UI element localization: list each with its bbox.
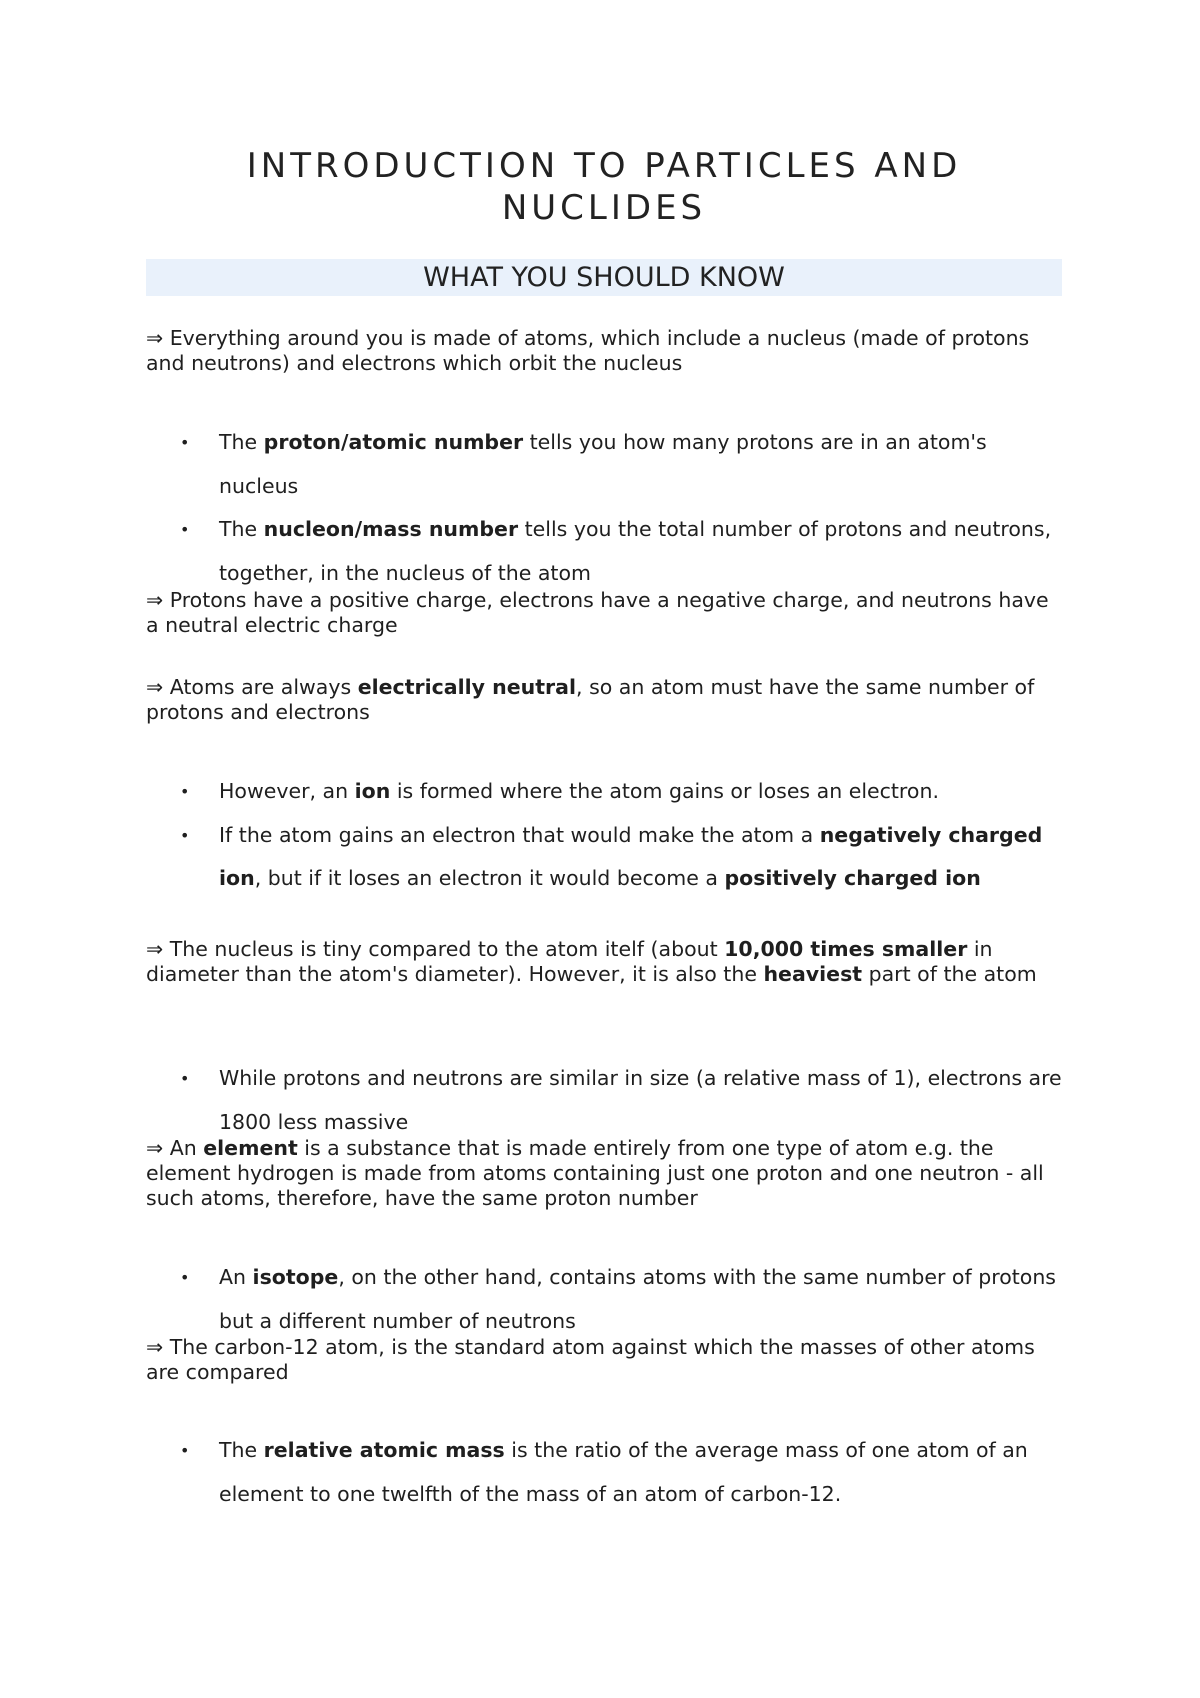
list-item: • However, an ion is formed where the atom gains or loses an electron. — [146, 770, 1062, 814]
bullet-icon: • — [180, 782, 190, 801]
arrow-icon: ⇒ — [146, 937, 164, 961]
arrow-icon: ⇒ — [146, 675, 164, 699]
bullet-icon: • — [180, 1069, 190, 1088]
arrow-icon: ⇒ — [146, 1335, 164, 1359]
arrow-icon: ⇒ — [146, 588, 164, 612]
list-item: • An isotope, on the other hand, contains atoms with the same number of protons but a different number of neutrons — [146, 1256, 1062, 1343]
paragraph-element: ⇒ An element is a substance that is made entirely from one type of atom e.g. the element hydrogen is made from atoms containing just one proton and one neutron - all such atoms, therefore, have the same proton number — [146, 1136, 1044, 1210]
arrow-icon: ⇒ — [146, 326, 164, 350]
bullet-list-relative-mass — [146, 1429, 1062, 1516]
bullet-icon: • — [180, 1441, 190, 1460]
bullet-list-mass — [146, 1057, 1062, 1144]
bullet-icon: • — [180, 520, 190, 539]
paragraph-neutral: ⇒ Atoms are always electrically neutral, so an atom must have the same number of protons and electrons — [146, 675, 1035, 724]
document-title — [146, 145, 1062, 229]
bullet-list-ions — [146, 770, 1062, 901]
list-item: • While protons and neutrons are similar in size (a relative mass of 1), electrons are 1800 less massive — [146, 1057, 1062, 1144]
paragraph-carbon: ⇒ The carbon-12 atom, is the standard atom against which the masses of other atoms are compared — [146, 1335, 1035, 1384]
bullet-list-isotope — [146, 1256, 1062, 1343]
section-heading: WHAT YOU SHOULD KNOW — [146, 259, 1062, 296]
paragraph-nucleus: ⇒ The nucleus is tiny compared to the atom itelf (about 10,000 times smaller in diameter than the atom's diameter). However, it is also the heaviest part of the atom — [146, 937, 1037, 986]
list-item: • The proton/atomic number tells you how many protons are in an atom's nucleus — [146, 421, 1062, 508]
bullet-list-numbers — [146, 421, 1062, 595]
list-item: • The nucleon/mass number tells you the total number of protons and neutrons, together, in the nucleus of the atom — [146, 508, 1062, 595]
bullet-icon: • — [180, 433, 190, 452]
bullet-icon: • — [180, 825, 190, 845]
paragraph-atoms: ⇒ Everything around you is made of atoms, which include a nucleus (made of protons and neutrons) and electrons which orbit the nucleus — [146, 326, 1030, 375]
paragraph-charges: ⇒ Protons have a positive charge, electrons have a negative charge, and neutrons have a neutral electric charge — [146, 588, 1049, 637]
list-item: • The relative atomic mass is the ratio of the average mass of one atom of an element to one twelfth of the mass of an atom of carbon-12. — [146, 1429, 1062, 1516]
bullet-icon: • — [180, 1268, 190, 1287]
list-item: • If the atom gains an electron that would make the atom a negatively charged ion, but if it loses an electron it would become a positively charged ion — [146, 814, 1062, 901]
title-line-1: INTRODUCTION TO PARTICLES AND — [246, 146, 962, 186]
title-line-2: NUCLIDES — [501, 188, 707, 228]
arrow-icon: ⇒ — [146, 1136, 164, 1160]
